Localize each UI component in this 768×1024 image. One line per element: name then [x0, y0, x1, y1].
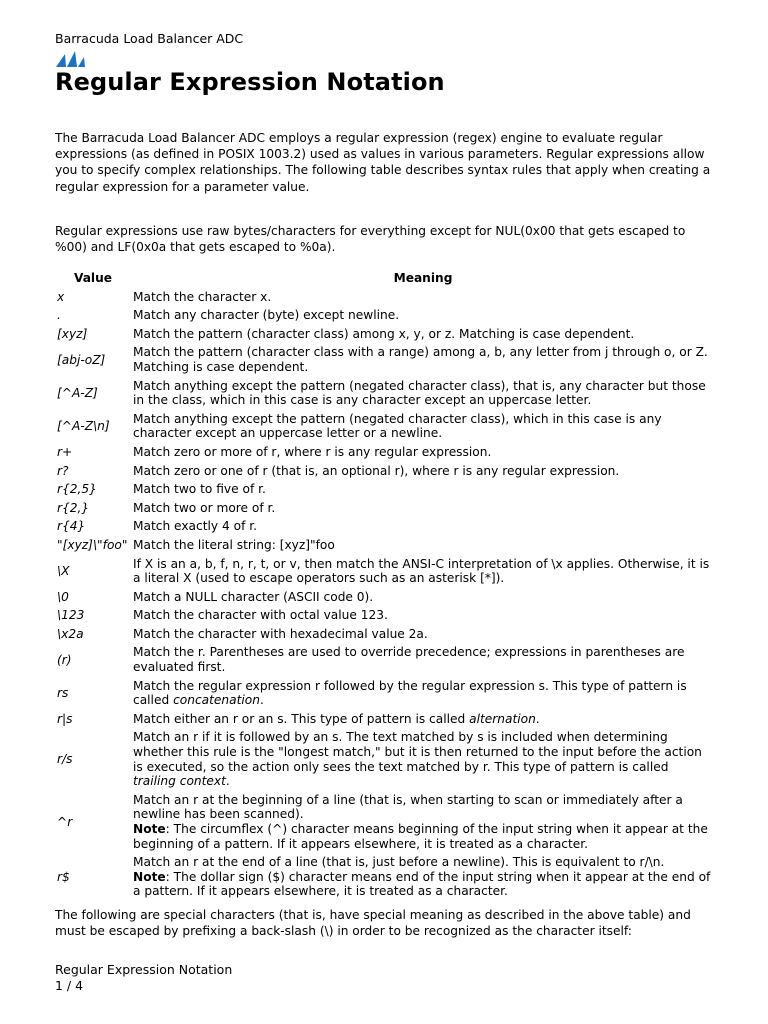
table-row [55, 854, 715, 902]
meaning-text: : The circumflex (^) character means beginning of the input string when it appear at the beginning of a pattern. If it appears elsewhere, it is treated as a character. [133, 822, 708, 851]
meaning-text: Match the character x. [133, 289, 272, 304]
special-characters-note: The following are special characters (that is, have special meaning as described in the above table) and must be escaped by prefixing a back-slash (\) in order to be recognized as the character itself: [55, 908, 691, 939]
meaning-text: Match the character with octal value 123. [133, 608, 388, 623]
meaning-text: Match the character with hexadecimal value 2a. [133, 626, 428, 641]
table-row [55, 411, 715, 444]
meaning-text: Match the literal string: [xyz]"foo [133, 537, 335, 552]
regex-value: \0 [57, 589, 69, 604]
meaning-text: Match anything except the pattern (negated character class), which in this case is any character except an uppercase letter or a newline. [133, 411, 662, 441]
meaning-text: If X is an a, b, f, n, r, t, or v, then match the ANSI-C interpretation of \x applies. Otherwise, it is a literal X (used to escape operators such as an asterisk [*]). [133, 556, 710, 586]
note-label: Note [133, 822, 166, 836]
table-row [55, 500, 715, 519]
regex-value: (r) [57, 652, 72, 667]
page-header [55, 31, 243, 46]
regex-value: r{2,5} [57, 482, 97, 497]
term-emphasis: alternation [469, 711, 536, 726]
term-emphasis: trailing context [133, 774, 226, 789]
table-row [55, 481, 715, 500]
table-header-row [55, 270, 715, 289]
table-row [55, 589, 715, 608]
regex-meaning [131, 792, 715, 854]
meaning-text: Match a NULL character (ASCII code 0). [133, 589, 374, 604]
table-row [55, 711, 715, 730]
meaning-text: Match the pattern (character class) among x, y, or z. Matching is case dependent. [133, 326, 635, 341]
table-row [55, 326, 715, 345]
regex-meaning [131, 678, 715, 711]
regex-syntax-table [55, 270, 715, 902]
meaning-text: Match two or more of r. [133, 500, 276, 515]
table-row [55, 307, 715, 326]
regex-meaning [131, 711, 715, 730]
regex-value: \123 [57, 608, 85, 623]
meaning-text: Match an r at the end of a line (that is, just before a newline). This is equivalent to r/\n. [133, 855, 665, 870]
regex-meaning [131, 326, 715, 345]
raw-bytes-note: Regular expressions use raw bytes/characters for everything except for NUL(0x00 that gets escaped to %00) and LF(0x0a that gets escaped to %0a). [55, 224, 686, 255]
regex-meaning [131, 378, 715, 411]
meaning-text: : The dollar sign ($) character means end of the input string when it appear at the end of a pattern. If it appears elsewhere, it is treated as a character. [133, 869, 711, 899]
table-row [55, 537, 715, 556]
regex-value: \x2a [57, 626, 84, 641]
regex-meaning [131, 307, 715, 326]
meaning-text: Match the regular expression r followed by the regular expression s. This type of pattern is called [133, 678, 687, 708]
value-column-header: Value [73, 271, 113, 285]
regex-value: \X [57, 563, 70, 578]
regex-value: rs [57, 685, 69, 700]
page-title: Regular Expression Notation [55, 68, 445, 96]
regex-meaning [131, 589, 715, 608]
meaning-text: Match anything except the pattern (negated character class), that is, any character but those in the class, which in this case is any character except an uppercase letter. [133, 378, 706, 408]
table-body [55, 289, 715, 902]
meaning-text: Match zero or one of r (that is, an optional r), where r is any regular expression. [133, 463, 620, 478]
table-row [55, 444, 715, 463]
regex-meaning [131, 556, 715, 589]
meaning-text: . [535, 711, 540, 726]
table-row [55, 607, 715, 626]
table-row [55, 556, 715, 589]
meaning-text: Match either an r or an s. This type of pattern is called [133, 711, 470, 726]
regex-meaning [131, 854, 715, 902]
regex-meaning [131, 729, 715, 791]
page-footer [55, 962, 232, 994]
regex-value: r+ [57, 444, 73, 459]
regex-value: [abj-oZ] [57, 352, 106, 367]
regex-meaning [131, 626, 715, 645]
meaning-text: Match exactly 4 of r. [133, 519, 257, 534]
regex-value: ^r [57, 814, 73, 829]
regex-value: "[xyz]\"foo" [57, 537, 128, 552]
table-row [55, 729, 715, 791]
table-row [55, 678, 715, 711]
meaning-text: Match an r if it is followed by an s. The text matched by s is included when determining whether this rule is the "longest match," but it is then returned to the input before the action is executed, so the action only sees the text matched by r. This type of pattern is called [133, 730, 702, 774]
regex-value: [^A-Z\n] [57, 419, 110, 434]
regex-value: . [57, 308, 61, 323]
table-row [55, 626, 715, 645]
page-number: 1 / 4 [55, 978, 84, 993]
regex-meaning [131, 444, 715, 463]
table-row [55, 644, 715, 677]
table-row [55, 518, 715, 537]
regex-meaning [131, 411, 715, 444]
meaning-text: . [259, 693, 264, 708]
regex-meaning [131, 481, 715, 500]
regex-value: r|s [57, 711, 73, 726]
regex-value: r? [57, 463, 69, 478]
meaning-text: Match two to five of r. [133, 482, 266, 497]
regex-meaning [131, 463, 715, 482]
regex-meaning [131, 518, 715, 537]
regex-value: [xyz] [57, 326, 88, 341]
regex-value: r/s [57, 752, 73, 767]
product-name: Barracuda Load Balancer ADC [55, 31, 244, 46]
table-row [55, 792, 715, 854]
regex-meaning [131, 344, 715, 377]
meaning-text: Match the pattern (character class with a range) among a, b, any letter from j through o, or Z. Matching is case dependent. [133, 345, 708, 374]
footer-section-title: Regular Expression Notation [55, 962, 233, 977]
regex-value: r{4} [57, 519, 86, 534]
table-row [55, 378, 715, 411]
meaning-text: Match the r. Parentheses are used to override precedence; expressions in parentheses are evaluated first. [133, 645, 685, 675]
meaning-text: . [225, 774, 230, 789]
meaning-column-header: Meaning [393, 271, 453, 285]
regex-value: [^A-Z] [57, 385, 98, 400]
note-label: Note [133, 869, 166, 884]
term-emphasis: concatenation [173, 693, 260, 708]
regex-meaning [131, 607, 715, 626]
meaning-text: Match an r at the beginning of a line (that is, when starting to scan or immediately after a newline has been scanned). [133, 792, 683, 822]
regex-meaning [131, 537, 715, 556]
intro-paragraph: The Barracuda Load Balancer ADC employs a regular expression (regex) engine to evaluate regular expressions (as defined in POSIX 1003.2) used as values in various parameters. Regular expressions allow you to specify complex relationships. The following table describes syntax rules that apply when creating a regular expression for a parameter value. [55, 131, 711, 194]
regex-meaning [131, 644, 715, 677]
table-row [55, 344, 715, 377]
regex-meaning [131, 289, 715, 308]
meaning-text: Match zero or more of r, where r is any regular expression. [133, 444, 492, 459]
table-row [55, 463, 715, 482]
regex-value: r$ [57, 869, 70, 884]
meaning-text: Match any character (byte) except newline. [133, 308, 400, 323]
regex-meaning [131, 500, 715, 519]
table-row [55, 289, 715, 308]
regex-value: r{2,} [57, 500, 90, 515]
regex-value: x [57, 289, 65, 304]
